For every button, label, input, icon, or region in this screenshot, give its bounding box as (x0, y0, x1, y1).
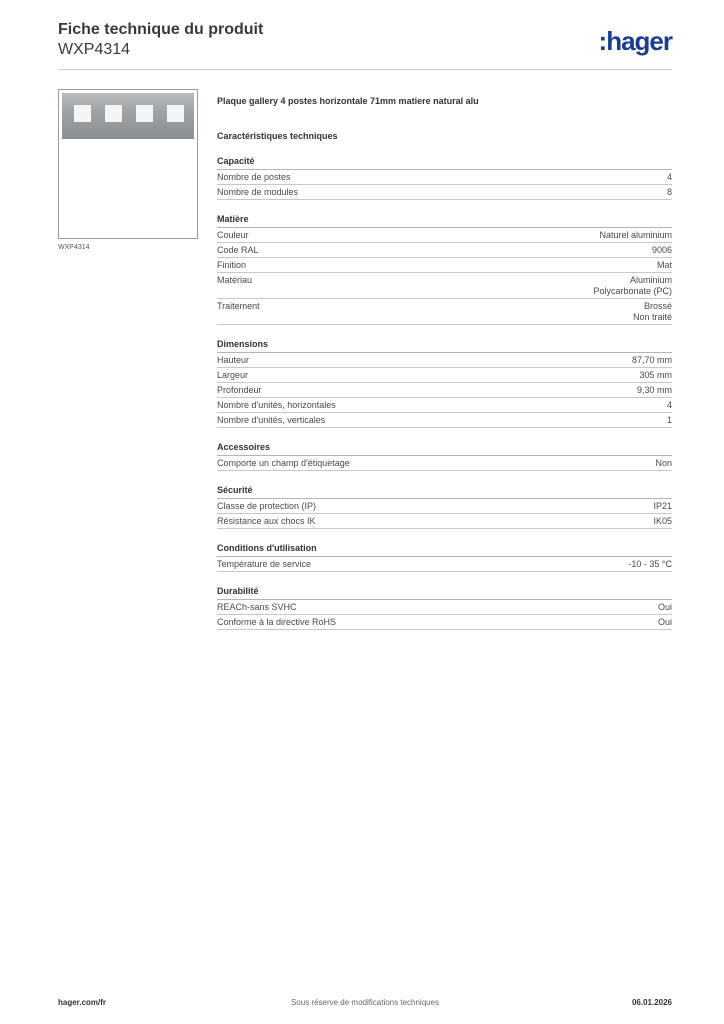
spec-row (217, 600, 672, 615)
spec-value (658, 617, 672, 628)
spec-value-line: Aluminium (629, 275, 672, 285)
spec-row (217, 299, 672, 325)
spec-label: Température de service (217, 559, 312, 569)
spec-row (217, 243, 672, 258)
spec-row (217, 170, 672, 185)
spec-value-line: 9,30 mm (636, 385, 672, 395)
spec-value (633, 301, 672, 323)
spec-value-line: 8 (666, 187, 672, 197)
spec-row (217, 557, 672, 572)
spec-value-line: Oui (657, 602, 672, 612)
spec-value (653, 516, 672, 527)
image-caption: WXP4314 (58, 244, 90, 251)
footer-website: hager.com/fr (58, 998, 107, 1007)
spec-value (655, 458, 672, 469)
spec-value (667, 415, 672, 426)
spec-value-line: -10 - 35 °C (628, 559, 672, 569)
footer-date: 06.01.2026 (631, 998, 672, 1007)
spec-label: Résistance aux chocs IK (217, 516, 316, 526)
spec-row (217, 368, 672, 383)
spec-row (217, 228, 672, 243)
spec-value-line: Brossé (643, 301, 672, 311)
plate-slot (167, 105, 184, 122)
spec-value (667, 187, 672, 198)
spec-label: Nombre d'unités, horizontales (217, 400, 336, 410)
spec-value (667, 172, 672, 183)
spec-label: Comporte un champ d'étiquetage (217, 458, 350, 468)
product-name: Plaque gallery 4 postes horizontale 71mm matiere natural alu (217, 96, 479, 106)
spec-content (217, 95, 672, 630)
spec-value (637, 385, 672, 396)
spec-row (217, 514, 672, 529)
spec-value (639, 370, 672, 381)
spec-sections (217, 155, 672, 630)
header-divider (58, 69, 672, 70)
spec-value-line: Naturel aluminium (599, 230, 672, 240)
section-title: Conditions d'utilisation (217, 542, 672, 557)
spec-value-line: Oui (657, 617, 672, 627)
spec-value (667, 400, 672, 411)
section-title: Sécurité (217, 484, 672, 499)
spec-value (628, 559, 672, 570)
spec-label: Conforme à la directive RoHS (217, 617, 337, 627)
spec-label: Largeur (217, 370, 249, 380)
spec-value-line: 9006 (651, 245, 672, 255)
product-image (58, 89, 198, 239)
spec-value (632, 355, 672, 366)
spec-value-line: Non traité (632, 312, 672, 322)
spec-label: Couleur (217, 230, 249, 240)
spec-value-line: IP21 (653, 501, 672, 511)
section-title: Capacité (217, 155, 672, 170)
product-reference: WXP4314 (58, 41, 131, 58)
section-title: Accessoires (217, 441, 672, 456)
spec-row (217, 615, 672, 630)
section-title: Dimensions (217, 338, 672, 353)
spec-value-line: 4 (666, 400, 672, 410)
spec-row (217, 258, 672, 273)
spec-label: Finition (217, 260, 247, 270)
spec-row (217, 273, 672, 299)
plate-slot (105, 105, 122, 122)
spec-row (217, 383, 672, 398)
plate-illustration (62, 93, 194, 139)
spec-label: Profondeur (217, 385, 262, 395)
footer-disclaimer: Sous réserve de modifications techniques (290, 998, 440, 1007)
spec-value-line: Non (655, 458, 672, 468)
page-header (58, 20, 672, 70)
spec-row (217, 499, 672, 514)
spec-label: Nombre de postes (217, 172, 291, 182)
spec-row (217, 185, 672, 200)
spec-value (599, 230, 672, 241)
spec-label: Nombre de modules (217, 187, 299, 197)
spec-row (217, 413, 672, 428)
spec-label: Hauteur (217, 355, 250, 365)
spec-label: Classe de protection (IP) (217, 501, 317, 511)
spec-row (217, 398, 672, 413)
spec-label: Nombre d'unités, verticales (217, 415, 326, 425)
spec-label: REACh-sans SVHC (217, 602, 297, 612)
plate-slot (136, 105, 153, 122)
spec-value-line: 1 (666, 415, 672, 425)
spec-row (217, 353, 672, 368)
spec-label: Matériau (217, 275, 253, 285)
spec-value (657, 260, 672, 271)
spec-value-line: Mat (656, 260, 672, 270)
spec-label: Code RAL (217, 245, 259, 255)
section-title: Durabilité (217, 585, 672, 600)
spec-value-line: 87,70 mm (631, 355, 672, 365)
spec-value-line: 4 (666, 172, 672, 182)
section-title: Matière (217, 213, 672, 228)
spec-value-line: 305 mm (639, 370, 672, 380)
spec-value (652, 245, 672, 256)
spec-value (593, 275, 672, 297)
spec-value (658, 602, 672, 613)
spec-value-line: IK05 (653, 516, 672, 526)
spec-label: Traitement (217, 301, 260, 311)
tech-characteristics-title: Caractéristiques techniques (217, 131, 338, 141)
spec-value (653, 501, 672, 512)
page-title: Fiche technique du produit (58, 21, 264, 38)
spec-row (217, 456, 672, 471)
spec-value-line: Polycarbonate (PC) (593, 286, 672, 296)
hager-logo: :hager (598, 26, 672, 56)
plate-slot (74, 105, 91, 122)
